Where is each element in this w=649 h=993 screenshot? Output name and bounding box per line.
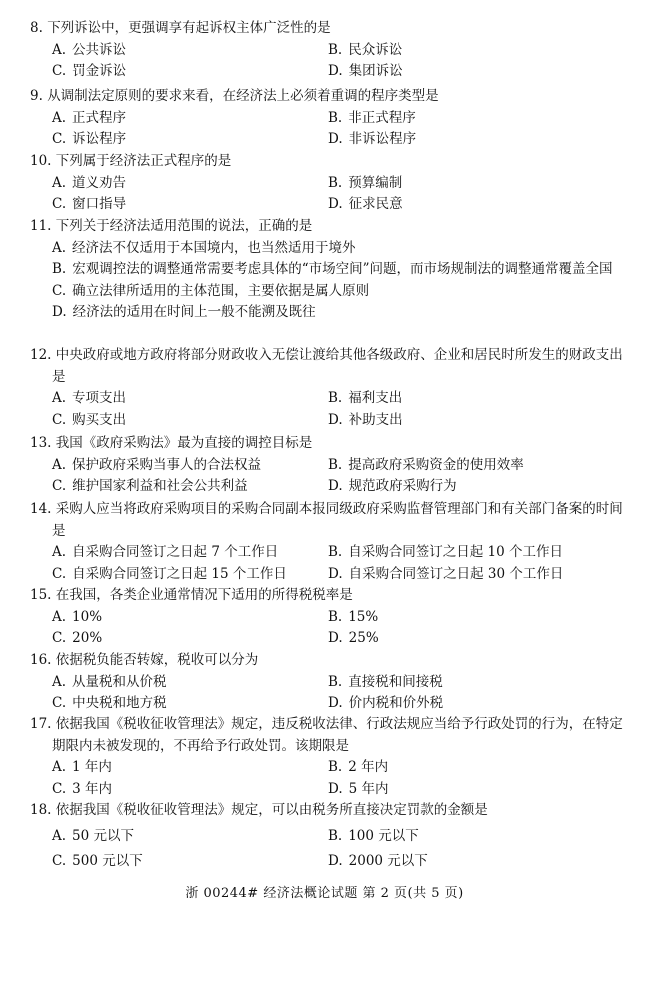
option-b: B. 民众诉讼 bbox=[328, 41, 403, 58]
question-stem: 下列关于经济法适用范围的说法，正确的是 bbox=[55, 218, 313, 234]
option-d: D. 25% bbox=[328, 630, 379, 646]
option-d: D. 价内税和价外税 bbox=[328, 695, 444, 711]
question-number: 12. bbox=[30, 347, 52, 363]
question-11 bbox=[30, 216, 630, 324]
option-b: B. 2 年内 bbox=[328, 759, 389, 775]
question-13 bbox=[30, 433, 630, 498]
question-15 bbox=[30, 585, 630, 650]
question-number: 17. bbox=[30, 716, 52, 732]
option-c: C. 诉讼程序 bbox=[52, 131, 127, 147]
options bbox=[52, 173, 630, 216]
option-a: A. 道义劝告 bbox=[52, 174, 127, 191]
question-stem: 下列诉讼中，更强调享有起诉权主体广泛性的是 bbox=[47, 20, 331, 36]
option-c: C. 自采购合同签订之日起 15 个工作日 bbox=[52, 565, 287, 582]
question-stem: 我国《政府采购法》最为直接的调控目标是 bbox=[55, 435, 313, 451]
options bbox=[52, 826, 630, 876]
option-a: A. 经济法不仅适用于本国境内，也当然适用于境外 bbox=[52, 239, 356, 256]
question-stem: 依据我国《税收征收管理法》规定，可以由税务所直接决定罚款的金额是 bbox=[55, 802, 488, 818]
option-a: A. 1 年内 bbox=[52, 759, 112, 775]
question-18 bbox=[30, 800, 630, 876]
question-number: 18. bbox=[30, 802, 52, 818]
options bbox=[52, 607, 630, 650]
options bbox=[52, 455, 630, 498]
option-c: C. 维护国家利益和社会公共利益 bbox=[52, 478, 248, 494]
options bbox=[52, 542, 630, 585]
options bbox=[52, 238, 620, 324]
question-stem: 下列属于经济法正式程序的是 bbox=[55, 153, 232, 169]
question-number: 16. bbox=[30, 652, 52, 668]
question-number: 8. bbox=[30, 20, 43, 36]
option-d: D. 补助支出 bbox=[328, 411, 403, 428]
question-stem: 中央政府或地方政府将部分财政收入无偿让渡给其他各级政府、企业和居民时所发生的财政支出是 bbox=[52, 347, 623, 385]
option-d: D. 经济法的适用在时间上一般不能溯及既往 bbox=[52, 304, 316, 320]
option-d: D. 自采购合同签订之日起 30 个工作日 bbox=[328, 565, 564, 582]
option-a: A. 保护政府采购当事人的合法权益 bbox=[52, 456, 262, 473]
option-d: D. 集团诉讼 bbox=[328, 63, 403, 79]
options bbox=[52, 108, 630, 151]
option-a: A. 正式程序 bbox=[52, 109, 127, 126]
option-a: A. 从量税和从价税 bbox=[52, 673, 167, 690]
question-number: 11. bbox=[30, 218, 52, 234]
options bbox=[52, 757, 630, 800]
option-c: C. 3 年内 bbox=[52, 780, 113, 797]
question-number: 14. bbox=[30, 501, 52, 517]
option-c: C. 确立法律所适用的主体范围，主要依据是属人原则 bbox=[52, 282, 370, 299]
option-d: D. 5 年内 bbox=[328, 780, 389, 797]
option-d: D. 2000 元以下 bbox=[328, 852, 428, 869]
option-a: A. 自采购合同签订之日起 7 个工作日 bbox=[52, 544, 279, 560]
option-c: C. 购买支出 bbox=[52, 411, 127, 428]
question-stem: 依据我国《税收征收管理法》规定，违反税收法律、行政法规应当给予行政处罚的行为，在特定期限内未被发现的，不再给予行政处罚。该期限是 bbox=[52, 716, 623, 754]
question-16 bbox=[30, 650, 630, 715]
option-d: D. 征求民意 bbox=[328, 196, 403, 212]
option-a: A. 专项支出 bbox=[52, 390, 127, 406]
question-stem: 在我国，各类企业通常情况下适用的所得税税率是 bbox=[55, 587, 353, 603]
question-number: 10. bbox=[30, 153, 52, 169]
question-number: 9. bbox=[30, 88, 43, 104]
question-8 bbox=[30, 18, 630, 83]
option-b: B. 100 元以下 bbox=[328, 827, 419, 844]
option-b: B. 提高政府采购资金的使用效率 bbox=[328, 456, 524, 473]
option-b: B. 15% bbox=[328, 608, 379, 625]
option-b: B. 福利支出 bbox=[328, 390, 403, 406]
option-b: B. 宏观调控法的调整通常需要考虑具体的“市场空间”问题，而市场规制法的调整通常覆盖全国 bbox=[52, 261, 613, 277]
question-stem: 依据税负能否转嫁，税收可以分为 bbox=[55, 652, 259, 668]
option-c: C. 窗口指导 bbox=[52, 196, 127, 212]
options bbox=[52, 388, 630, 431]
option-b: B. 非正式程序 bbox=[328, 109, 416, 126]
option-c: C. 20% bbox=[52, 630, 103, 646]
options bbox=[52, 672, 630, 715]
question-17 bbox=[30, 714, 630, 800]
question-number: 13. bbox=[30, 435, 52, 451]
question-stem: 采购人应当将政府采购项目的采购合同副本报同级政府采购监督管理部门和有关部门备案的时间是 bbox=[52, 501, 623, 539]
option-a: A. 公共诉讼 bbox=[52, 41, 127, 58]
question-10 bbox=[30, 151, 630, 216]
option-c: C. 500 元以下 bbox=[52, 852, 143, 869]
question-stem: 从调制法定原则的要求来看，在经济法上必须着重调的程序类型是 bbox=[47, 88, 439, 104]
question-number: 15. bbox=[30, 587, 52, 603]
option-d: D. 规范政府采购行为 bbox=[328, 478, 457, 494]
option-c: C. 中央税和地方税 bbox=[52, 695, 167, 711]
option-b: B. 直接税和间接税 bbox=[328, 673, 443, 690]
option-a: A. 10% bbox=[52, 608, 103, 625]
page-footer: 浙 00244# 经济法概论试题 第 2 页(共 5 页) bbox=[185, 886, 464, 901]
option-a: A. 50 元以下 bbox=[52, 827, 135, 844]
option-b: B. 自采购合同签订之日起 10 个工作日 bbox=[328, 544, 563, 560]
question-9 bbox=[30, 86, 630, 151]
option-c: C. 罚金诉讼 bbox=[52, 63, 127, 79]
options bbox=[52, 40, 630, 83]
question-12 bbox=[30, 345, 630, 431]
question-14 bbox=[30, 499, 630, 585]
option-d: D. 非诉讼程序 bbox=[328, 131, 417, 147]
option-b: B. 预算编制 bbox=[328, 174, 403, 191]
